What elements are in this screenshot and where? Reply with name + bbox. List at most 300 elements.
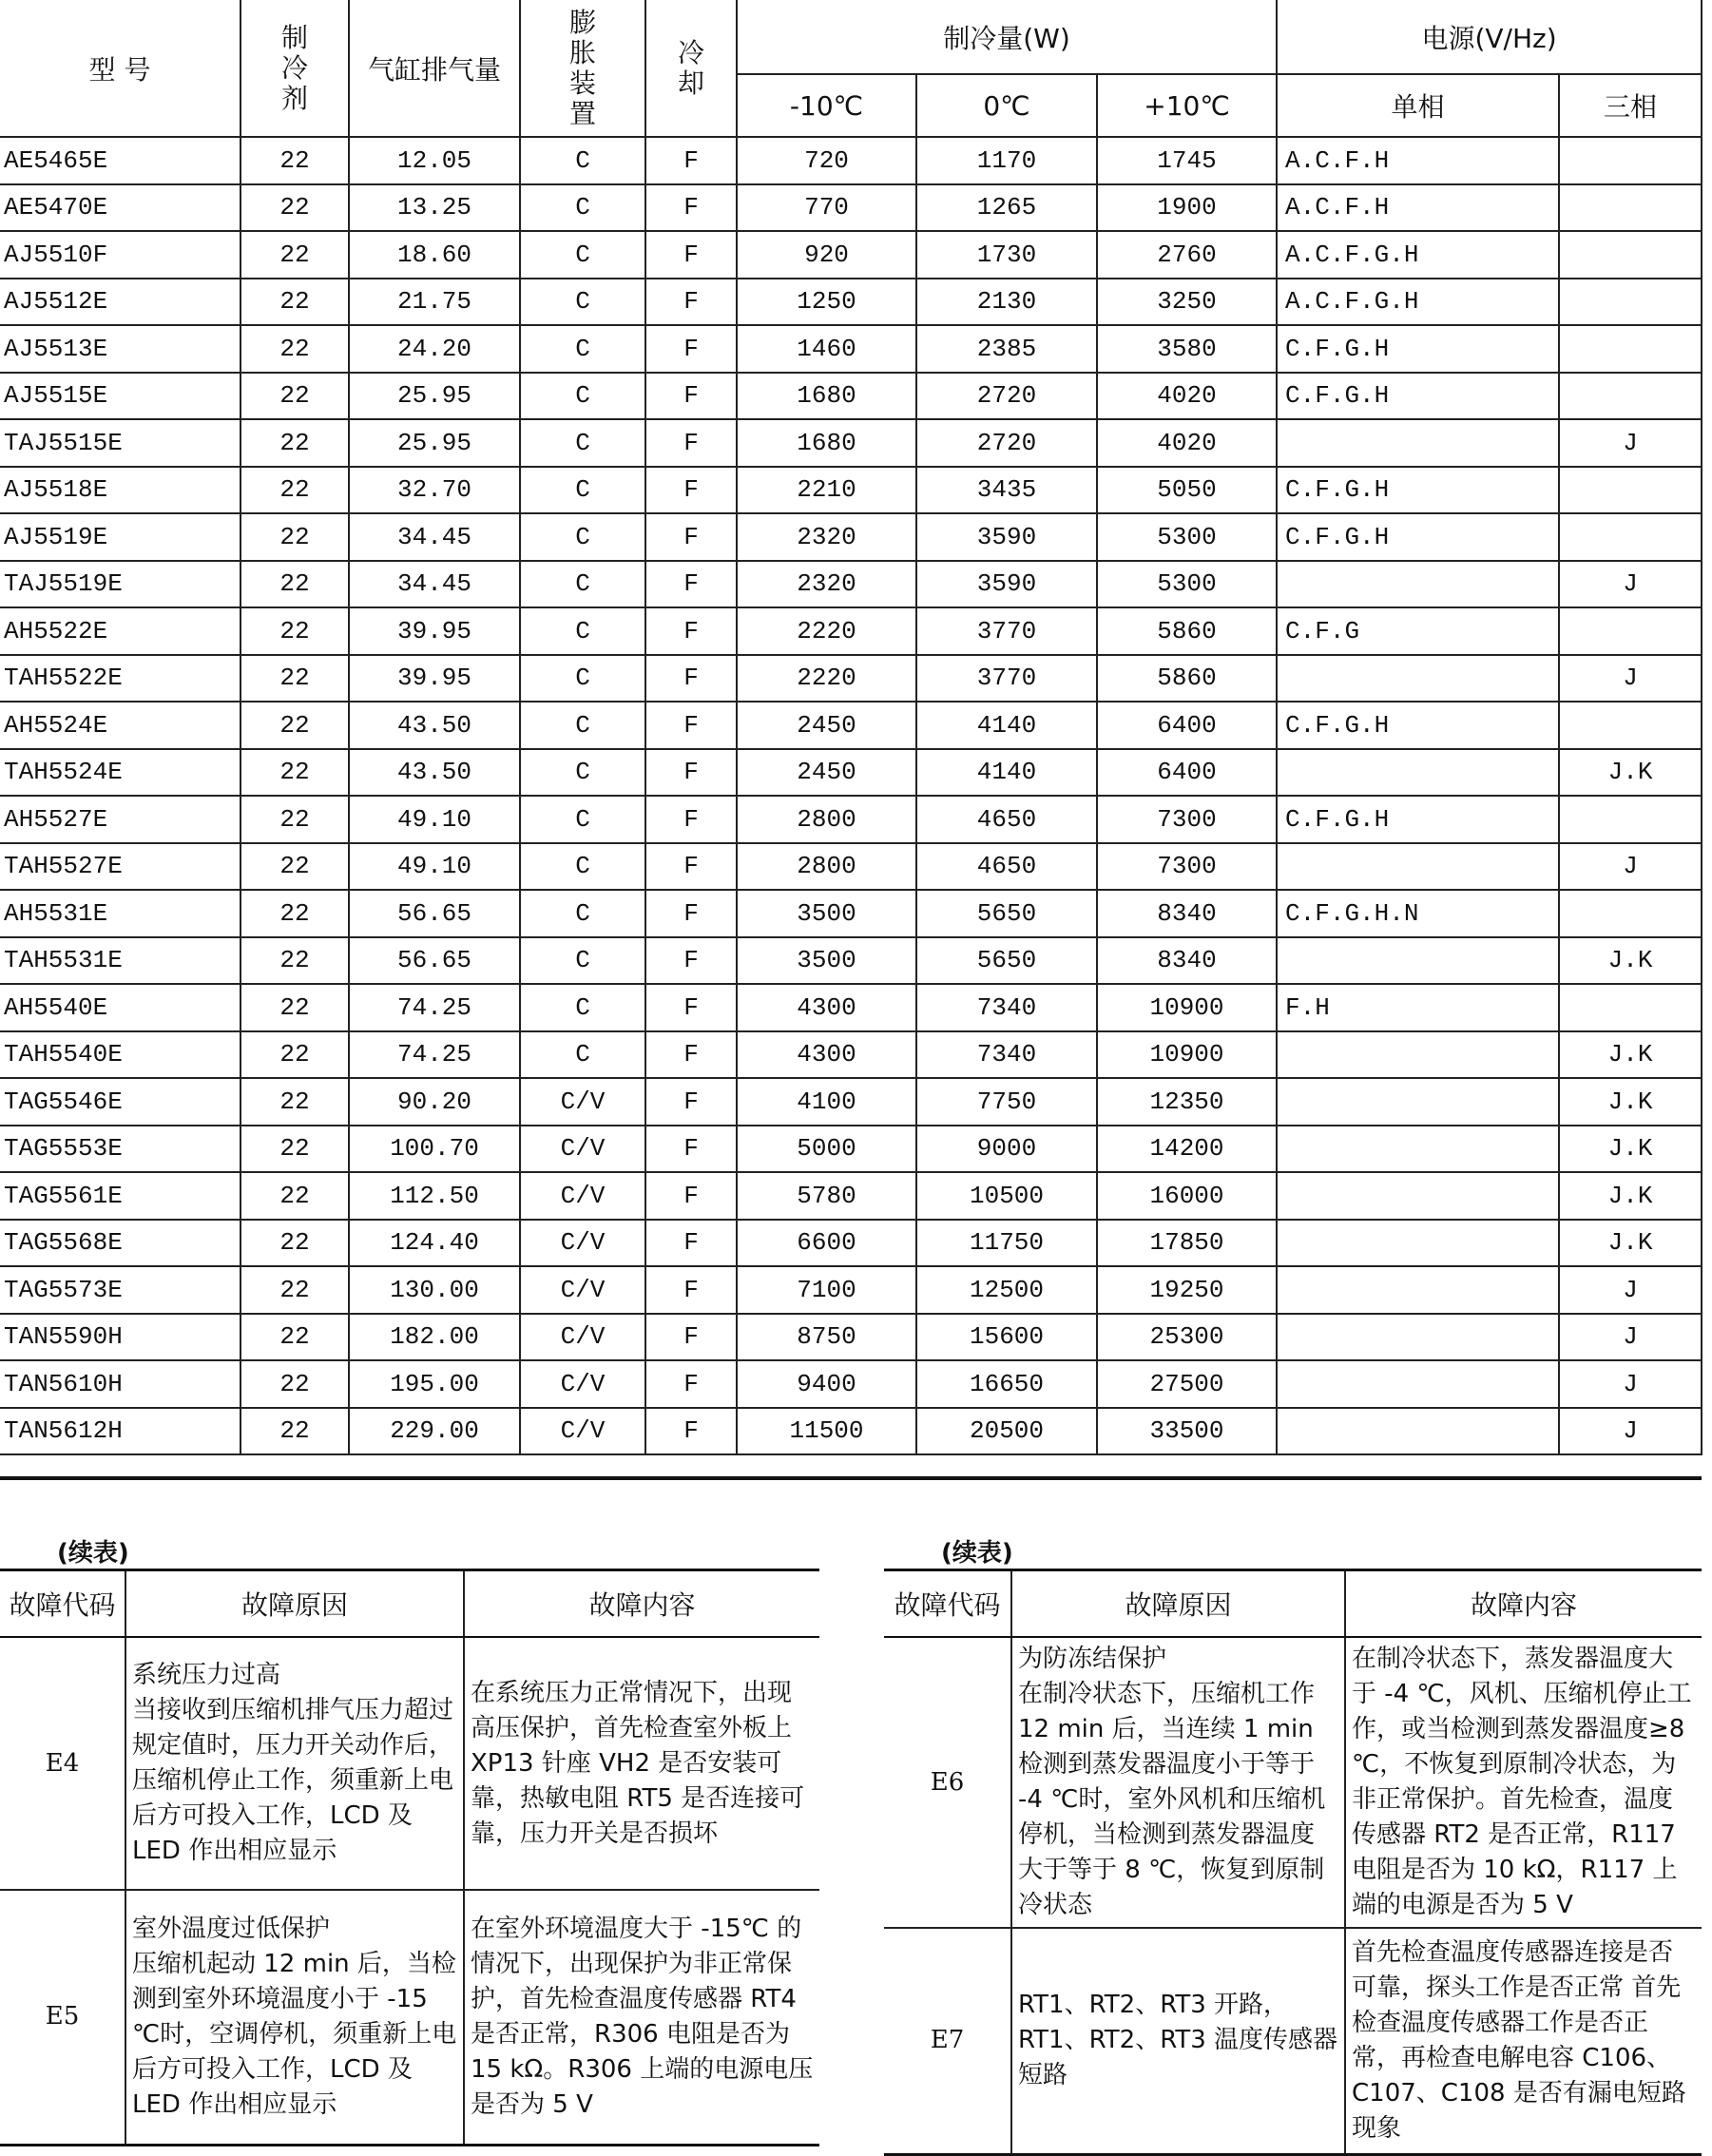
displacement-cell: 34.45 [349, 561, 520, 608]
cap-minus10-cell: 3500 [737, 890, 916, 937]
cooling-cell: F [645, 561, 737, 608]
expansion-cell: C/V [520, 1172, 645, 1220]
cap-plus10-cell: 5300 [1097, 561, 1277, 608]
fault-code: E4 [0, 1637, 125, 1890]
single-phase-cell [1277, 1078, 1559, 1126]
table-row [0, 184, 1702, 232]
cap-0-cell: 4650 [916, 796, 1097, 843]
refrigerant-cell: 22 [240, 1360, 349, 1408]
cap-plus10-cell: 14200 [1097, 1126, 1277, 1173]
three-phase-cell [1559, 984, 1702, 1031]
table-row [0, 467, 1702, 514]
cap-plus10-cell: 27500 [1097, 1360, 1277, 1408]
single-phase-cell: C.F.G [1277, 607, 1559, 655]
cap-0-cell: 2385 [916, 325, 1097, 373]
header-displacement: 气缸排气量 [349, 0, 520, 137]
cooling-cell: F [645, 796, 737, 843]
cooling-cell: F [645, 184, 737, 232]
cooling-cell: F [645, 843, 737, 891]
table-row [0, 513, 1702, 561]
single-phase-cell [1277, 419, 1559, 467]
cap-minus10-cell: 11500 [737, 1408, 916, 1455]
model-cell: AJ5515E [0, 373, 240, 420]
cooling-cell: F [645, 1360, 737, 1408]
cooling-cell: F [645, 373, 737, 420]
cap-0-cell: 1170 [916, 137, 1097, 184]
header-refrigerant: 制冷剂 [240, 0, 349, 137]
single-phase-cell: F.H [1277, 984, 1559, 1031]
single-phase-cell: A.C.F.G.H [1277, 231, 1559, 279]
cooling-cell: F [645, 467, 737, 514]
cap-0-cell: 7750 [916, 1078, 1097, 1126]
cap-plus10-cell: 5300 [1097, 513, 1277, 561]
cap-minus10-cell: 2220 [737, 607, 916, 655]
model-cell: AJ5510F [0, 231, 240, 279]
displacement-cell: 56.65 [349, 937, 520, 985]
section-divider [0, 1476, 1702, 1480]
left-header-cause: 故障原因 [125, 1570, 464, 1638]
cap-0-cell: 1265 [916, 184, 1097, 232]
refrigerant-cell: 22 [240, 419, 349, 467]
displacement-cell: 18.60 [349, 231, 520, 279]
table-row [0, 607, 1702, 655]
cap-minus10-cell: 920 [737, 231, 916, 279]
three-phase-cell [1559, 137, 1702, 184]
model-cell: AH5540E [0, 984, 240, 1031]
table-row [0, 1172, 1702, 1220]
three-phase-cell: J [1559, 843, 1702, 891]
single-phase-cell [1277, 1031, 1559, 1079]
cooling-cell: F [645, 1172, 737, 1220]
cap-minus10-cell: 3500 [737, 937, 916, 985]
model-cell: AJ5518E [0, 467, 240, 514]
single-phase-cell [1277, 655, 1559, 703]
fault-content: 首先检查温度传感器连接是否可靠，探头工作是否正常 首先检查温度传感器工作是否正常，再检查电解电容 C106、C107、C108 是否有漏电短路现象 [1345, 1928, 1702, 2154]
expansion-cell: C/V [520, 1408, 645, 1455]
cap-plus10-cell: 1745 [1097, 137, 1277, 184]
expansion-cell: C [520, 937, 645, 985]
refrigerant-cell: 22 [240, 1314, 349, 1361]
single-phase-cell [1277, 1220, 1559, 1267]
header-expansion: 膨胀装置 [520, 0, 645, 137]
cooling-cell: F [645, 419, 737, 467]
expansion-cell: C [520, 655, 645, 703]
model-cell: TAG5561E [0, 1172, 240, 1220]
cap-0-cell: 2720 [916, 419, 1097, 467]
table-row [884, 1928, 1702, 2154]
refrigerant-cell: 22 [240, 655, 349, 703]
cooling-cell: F [645, 1266, 737, 1314]
single-phase-cell [1277, 1360, 1559, 1408]
table-row [0, 279, 1702, 326]
three-phase-cell: J [1559, 1266, 1702, 1314]
single-phase-cell: A.C.F.G.H [1277, 279, 1559, 326]
cap-plus10-cell: 5860 [1097, 607, 1277, 655]
expansion-cell: C/V [520, 1314, 645, 1361]
cooling-cell: F [645, 1314, 737, 1361]
refrigerant-cell: 22 [240, 1126, 349, 1173]
right-header-content: 故障内容 [1345, 1570, 1702, 1638]
cap-0-cell: 5650 [916, 937, 1097, 985]
header-capacity: 制冷量(W) [737, 0, 1277, 74]
cap-minus10-cell: 2320 [737, 513, 916, 561]
three-phase-cell: J [1559, 1408, 1702, 1455]
displacement-cell: 56.65 [349, 890, 520, 937]
displacement-cell: 74.25 [349, 984, 520, 1031]
refrigerant-cell: 22 [240, 1031, 349, 1079]
cap-0-cell: 3590 [916, 561, 1097, 608]
table-row [0, 1266, 1702, 1314]
three-phase-cell [1559, 373, 1702, 420]
refrigerant-cell: 22 [240, 1266, 349, 1314]
cap-0-cell: 15600 [916, 1314, 1097, 1361]
model-cell: AH5527E [0, 796, 240, 843]
table-row [0, 749, 1702, 797]
cap-0-cell: 20500 [916, 1408, 1097, 1455]
model-cell: AH5524E [0, 702, 240, 749]
fault-cause: RT1、RT2、RT3 开路，RT1、RT2、RT3 温度传感器短路 [1011, 1928, 1345, 2154]
header-cap-0: 0℃ [916, 74, 1097, 137]
cooling-cell: F [645, 702, 737, 749]
refrigerant-cell: 22 [240, 325, 349, 373]
model-cell: TAH5540E [0, 1031, 240, 1079]
displacement-cell: 21.75 [349, 279, 520, 326]
single-phase-cell: A.C.F.H [1277, 184, 1559, 232]
table-row [0, 231, 1702, 279]
header-three-phase: 三相 [1559, 74, 1702, 137]
fault-content: 在室外环境温度大于 -15℃ 的情况下，出现保护为非正常保护，首先检查温度传感器 RT4 是否正常，R306 电阻是否为 15 kΩ。R306 上端的电源电压是否为 5 V [464, 1890, 819, 2145]
displacement-cell: 182.00 [349, 1314, 520, 1361]
three-phase-cell [1559, 467, 1702, 514]
cooling-cell: F [645, 984, 737, 1031]
cap-minus10-cell: 2800 [737, 796, 916, 843]
three-phase-cell [1559, 184, 1702, 232]
cap-minus10-cell: 1460 [737, 325, 916, 373]
cap-minus10-cell: 4300 [737, 1031, 916, 1079]
three-phase-cell: J [1559, 561, 1702, 608]
displacement-cell: 43.50 [349, 702, 520, 749]
table-row [0, 1408, 1702, 1455]
displacement-cell: 100.70 [349, 1126, 520, 1173]
refrigerant-cell: 22 [240, 231, 349, 279]
model-cell: TAH5527E [0, 843, 240, 891]
table-row [0, 984, 1702, 1031]
refrigerant-cell: 22 [240, 607, 349, 655]
fault-code: E5 [0, 1890, 125, 2145]
displacement-cell: 229.00 [349, 1408, 520, 1455]
cap-0-cell: 4140 [916, 749, 1097, 797]
single-phase-cell: C.F.G.H.N [1277, 890, 1559, 937]
cooling-cell: F [645, 137, 737, 184]
single-phase-cell: A.C.F.H [1277, 137, 1559, 184]
displacement-cell: 74.25 [349, 1031, 520, 1079]
cap-0-cell: 7340 [916, 1031, 1097, 1079]
cooling-cell: F [645, 937, 737, 985]
cap-minus10-cell: 720 [737, 137, 916, 184]
three-phase-cell: J [1559, 419, 1702, 467]
cap-minus10-cell: 5000 [737, 1126, 916, 1173]
table-row [0, 796, 1702, 843]
cap-minus10-cell: 1680 [737, 419, 916, 467]
single-phase-cell: C.F.G.H [1277, 373, 1559, 420]
cap-minus10-cell: 4300 [737, 984, 916, 1031]
refrigerant-cell: 22 [240, 1220, 349, 1267]
single-phase-cell [1277, 843, 1559, 891]
cap-0-cell: 4140 [916, 702, 1097, 749]
refrigerant-cell: 22 [240, 749, 349, 797]
expansion-cell: C [520, 796, 645, 843]
header-model: 型 号 [0, 0, 240, 137]
fault-table-left [0, 1569, 819, 2146]
refrigerant-cell: 22 [240, 843, 349, 891]
expansion-cell: C [520, 1031, 645, 1079]
three-phase-cell [1559, 890, 1702, 937]
expansion-cell: C [520, 279, 645, 326]
displacement-cell: 112.50 [349, 1172, 520, 1220]
cap-0-cell: 3590 [916, 513, 1097, 561]
single-phase-cell: C.F.G.H [1277, 513, 1559, 561]
fault-cause: 室外温度过低保护 压缩机起动 12 min 后，当检测到室外环境温度小于 -15 ℃时，空调停机，须重新上电后方可投入工作，LCD 及 LED 作出相应显示 [125, 1890, 464, 2145]
single-phase-cell [1277, 1408, 1559, 1455]
three-phase-cell: J [1559, 1314, 1702, 1361]
three-phase-cell: J.K [1559, 937, 1702, 985]
model-cell: TAG5553E [0, 1126, 240, 1173]
cap-plus10-cell: 3580 [1097, 325, 1277, 373]
cap-plus10-cell: 7300 [1097, 796, 1277, 843]
cap-plus10-cell: 6400 [1097, 702, 1277, 749]
expansion-cell: C/V [520, 1220, 645, 1267]
expansion-cell: C [520, 607, 645, 655]
cap-plus10-cell: 16000 [1097, 1172, 1277, 1220]
refrigerant-cell: 22 [240, 561, 349, 608]
cap-plus10-cell: 8340 [1097, 890, 1277, 937]
cooling-cell: F [645, 231, 737, 279]
model-cell: TAJ5515E [0, 419, 240, 467]
displacement-cell: 25.95 [349, 419, 520, 467]
three-phase-cell: J.K [1559, 1031, 1702, 1079]
cap-0-cell: 16650 [916, 1360, 1097, 1408]
single-phase-cell: C.F.G.H [1277, 325, 1559, 373]
model-cell: TAG5546E [0, 1078, 240, 1126]
cap-minus10-cell: 2450 [737, 702, 916, 749]
table-row [0, 419, 1702, 467]
three-phase-cell: J.K [1559, 1126, 1702, 1173]
table-row [0, 561, 1702, 608]
cap-minus10-cell: 2210 [737, 467, 916, 514]
cap-minus10-cell: 5780 [737, 1172, 916, 1220]
cooling-cell: F [645, 1220, 737, 1267]
cooling-cell: F [645, 1078, 737, 1126]
model-cell: TAH5531E [0, 937, 240, 985]
displacement-cell: 39.95 [349, 655, 520, 703]
displacement-cell: 25.95 [349, 373, 520, 420]
expansion-cell: C [520, 702, 645, 749]
cap-0-cell: 3770 [916, 655, 1097, 703]
single-phase-cell: C.F.G.H [1277, 796, 1559, 843]
cap-plus10-cell: 25300 [1097, 1314, 1277, 1361]
fault-content: 在系统压力正常情况下，出现高压保护，首先检查室外板上 XP13 针座 VH2 是否安装可靠，热敏电阻 RT5 是否连接可靠，压力开关是否损坏 [464, 1637, 819, 1890]
cooling-cell: F [645, 890, 737, 937]
model-cell: TAN5610H [0, 1360, 240, 1408]
model-cell: TAH5522E [0, 655, 240, 703]
cooling-cell: F [645, 279, 737, 326]
table-row [0, 1890, 819, 2145]
single-phase-cell [1277, 1314, 1559, 1361]
fault-code: E6 [884, 1637, 1011, 1928]
single-phase-cell: C.F.G.H [1277, 467, 1559, 514]
table-row [0, 843, 1702, 891]
expansion-cell: C [520, 419, 645, 467]
expansion-cell: C/V [520, 1360, 645, 1408]
refrigerant-cell: 22 [240, 890, 349, 937]
left-header-content: 故障内容 [464, 1570, 819, 1638]
single-phase-cell [1277, 749, 1559, 797]
displacement-cell: 49.10 [349, 796, 520, 843]
model-cell: AE5470E [0, 184, 240, 232]
model-cell: AH5531E [0, 890, 240, 937]
three-phase-cell [1559, 279, 1702, 326]
expansion-cell: C [520, 137, 645, 184]
cap-plus10-cell: 17850 [1097, 1220, 1277, 1267]
cap-plus10-cell: 10900 [1097, 1031, 1277, 1079]
expansion-cell: C [520, 890, 645, 937]
cap-0-cell: 5650 [916, 890, 1097, 937]
refrigerant-cell: 22 [240, 796, 349, 843]
cap-0-cell: 11750 [916, 1220, 1097, 1267]
right-caption: (续表) [941, 1539, 1013, 1568]
cap-plus10-cell: 6400 [1097, 749, 1277, 797]
three-phase-cell: J.K [1559, 1220, 1702, 1267]
cooling-cell: F [645, 607, 737, 655]
three-phase-cell [1559, 702, 1702, 749]
expansion-cell: C [520, 843, 645, 891]
model-cell: TAG5573E [0, 1266, 240, 1314]
cooling-cell: F [645, 655, 737, 703]
cap-plus10-cell: 3250 [1097, 279, 1277, 326]
table-row [0, 1637, 819, 1890]
refrigerant-cell: 22 [240, 373, 349, 420]
expansion-cell: C [520, 749, 645, 797]
refrigerant-cell: 22 [240, 702, 349, 749]
cap-plus10-cell: 5050 [1097, 467, 1277, 514]
cap-0-cell: 10500 [916, 1172, 1097, 1220]
fault-content: 在制冷状态下，蒸发器温度大于 -4 ℃，风机、压缩机停止工作，或当检测到蒸发器温度≥8 ℃，不恢复到原制冷状态，为非正常保护。首先检查，温度传感器 RT2 是否正常，R117 电阻是否为 10 kΩ，R117 上端的电源是否为 5 V [1345, 1637, 1702, 1928]
table-row [0, 1031, 1702, 1079]
refrigerant-cell: 22 [240, 184, 349, 232]
displacement-cell: 43.50 [349, 749, 520, 797]
fault-table-right [884, 1569, 1702, 2156]
model-cell: AH5522E [0, 607, 240, 655]
table-row [0, 655, 1702, 703]
three-phase-cell [1559, 325, 1702, 373]
three-phase-cell: J [1559, 655, 1702, 703]
three-phase-cell: J [1559, 1360, 1702, 1408]
model-cell: TAH5524E [0, 749, 240, 797]
table-row [0, 373, 1702, 420]
cap-plus10-cell: 1900 [1097, 184, 1277, 232]
displacement-cell: 130.00 [349, 1266, 520, 1314]
model-cell: AE5465E [0, 137, 240, 184]
fault-code: E7 [884, 1928, 1011, 2154]
cap-plus10-cell: 12350 [1097, 1078, 1277, 1126]
cap-minus10-cell: 2320 [737, 561, 916, 608]
model-cell: AJ5519E [0, 513, 240, 561]
right-header-cause: 故障原因 [1011, 1570, 1345, 1638]
cap-minus10-cell: 8750 [737, 1314, 916, 1361]
refrigerant-cell: 22 [240, 1408, 349, 1455]
table-row [0, 1126, 1702, 1173]
cap-plus10-cell: 33500 [1097, 1408, 1277, 1455]
cap-plus10-cell: 4020 [1097, 373, 1277, 420]
expansion-cell: C [520, 984, 645, 1031]
table-row [0, 325, 1702, 373]
table-row [0, 937, 1702, 985]
cooling-cell: F [645, 325, 737, 373]
header-single-phase: 单相 [1277, 74, 1559, 137]
cooling-cell: F [645, 749, 737, 797]
left-caption: (续表) [57, 1539, 129, 1568]
header-power: 电源(V/Hz) [1277, 0, 1702, 74]
refrigerant-cell: 22 [240, 937, 349, 985]
single-phase-cell [1277, 1266, 1559, 1314]
three-phase-cell [1559, 231, 1702, 279]
cooling-cell: F [645, 1126, 737, 1173]
displacement-cell: 49.10 [349, 843, 520, 891]
single-phase-cell [1277, 1172, 1559, 1220]
right-header-code: 故障代码 [884, 1570, 1011, 1638]
fault-cause: 系统压力过高 当接收到压缩机排气压力超过规定值时，压力开关动作后，压缩机停止工作，须重新上电后方可投入工作，LCD 及 LED 作出相应显示 [125, 1637, 464, 1890]
displacement-cell: 39.95 [349, 607, 520, 655]
refrigerant-cell: 22 [240, 279, 349, 326]
three-phase-cell: J.K [1559, 1172, 1702, 1220]
model-cell: TAG5568E [0, 1220, 240, 1267]
three-phase-cell [1559, 513, 1702, 561]
cap-0-cell: 12500 [916, 1266, 1097, 1314]
cap-0-cell: 7340 [916, 984, 1097, 1031]
table-row [0, 890, 1702, 937]
cap-0-cell: 3435 [916, 467, 1097, 514]
model-cell: AJ5512E [0, 279, 240, 326]
cap-minus10-cell: 1250 [737, 279, 916, 326]
cap-0-cell: 4650 [916, 843, 1097, 891]
expansion-cell: C [520, 325, 645, 373]
table-row [0, 1220, 1702, 1267]
header-cap-plus10: +10℃ [1097, 74, 1277, 137]
single-phase-cell [1277, 937, 1559, 985]
displacement-cell: 12.05 [349, 137, 520, 184]
header-cap-minus10: -10℃ [737, 74, 916, 137]
table-row [0, 137, 1702, 184]
model-cell: TAN5590H [0, 1314, 240, 1361]
cap-plus10-cell: 10900 [1097, 984, 1277, 1031]
cap-0-cell: 3770 [916, 607, 1097, 655]
cap-minus10-cell: 4100 [737, 1078, 916, 1126]
table-row [0, 1314, 1702, 1361]
fault-cause: 为防冻结保护 在制冷状态下，压缩机工作 12 min 后，当连续 1 min 检测到蒸发器温度小于等于 -4 ℃时，室外风机和压缩机停机，当检测到蒸发器温度大于等于 8 ℃，恢复到原制冷状态 [1011, 1637, 1345, 1928]
refrigerant-cell: 22 [240, 1172, 349, 1220]
cap-minus10-cell: 2450 [737, 749, 916, 797]
refrigerant-cell: 22 [240, 467, 349, 514]
cap-plus10-cell: 5860 [1097, 655, 1277, 703]
expansion-cell: C [520, 184, 645, 232]
header-cooling: 冷却 [645, 0, 737, 137]
table-row [0, 1360, 1702, 1408]
displacement-cell: 34.45 [349, 513, 520, 561]
expansion-cell: C [520, 513, 645, 561]
cooling-cell: F [645, 513, 737, 561]
displacement-cell: 90.20 [349, 1078, 520, 1126]
single-phase-cell: C.F.G.H [1277, 702, 1559, 749]
